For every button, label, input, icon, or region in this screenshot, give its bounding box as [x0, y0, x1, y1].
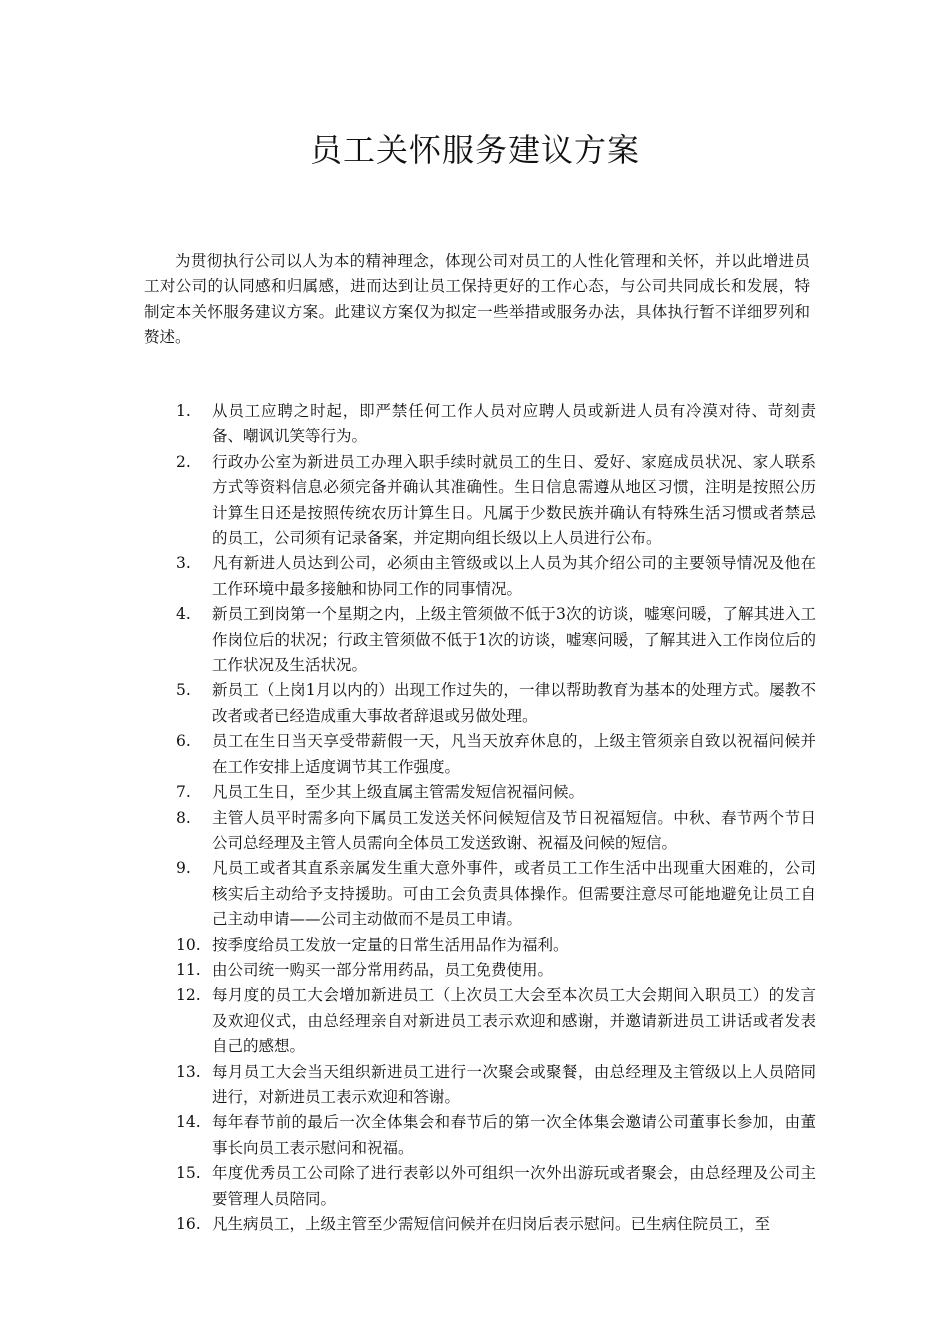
list-item	[144, 399, 816, 450]
list-item-text: 凡员工或者其直系亲属发生重大意外事件，或者员工工作生活中出现重大困难的，公司核实后主动给予支持援助。可由工会负责具体操作。但需要注意尽可能地避免让员工自己主动申请——公司主动做而不是员工申请。	[212, 859, 816, 929]
list-item-text: 由公司统一购买一部分常用药品，员工免费使用。	[212, 960, 554, 979]
list-item-text: 行政办公室为新进员工办理入职手续时就员工的生日、爱好、家庭成员状况、家人联系方式等资料信息必须完备并确认其准确性。生日信息需遵从地区习惯，注明是按照公历计算生日还是按照传统农历计算生日。凡属于少数民族并确认有特殊生活习惯或者禁忌的员工，公司须有记录备案，并定期向组长级以上人员进行公布。	[212, 452, 816, 548]
list-item-number: 12.	[176, 986, 201, 1005]
list-item	[144, 1161, 816, 1212]
list-item-text: 每年春节前的最后一次全体集会和春节后的第一次全体集会邀请公司董事长参加，由董事长向员工表示慰问和祝福。	[212, 1113, 816, 1157]
list-item	[144, 678, 816, 729]
list-item	[144, 602, 816, 678]
list-item-number: 13.	[176, 1062, 201, 1081]
list-item-number: 11.	[176, 960, 201, 979]
list-item	[144, 450, 816, 552]
list-item-text: 从员工应聘之时起，即严禁任何工作人员对应聘人员或新进人员有冷漠对待、苛刻责备、嘲讽讥笑等行为。	[212, 402, 816, 446]
measures-list	[144, 399, 816, 1237]
list-item-number: 4.	[176, 605, 191, 624]
intro-paragraph: 为贯彻执行公司以人为本的精神理念，体现公司对员工的人性化管理和关怀，并以此增进员工对公司的认同感和归属感，进而达到让员工保持更好的工作心态，与公司共同成长和发展，特制定本关怀服务建议方案。此建议方案仅为拟定一些举措或服务办法，具体执行暂不详细罗列和赘述。	[144, 252, 810, 347]
list-item-number: 15.	[176, 1164, 201, 1183]
list-item	[144, 551, 816, 602]
list-item-number: 16.	[176, 1215, 201, 1233]
list-item	[144, 983, 816, 1059]
list-item-number: 8.	[176, 808, 191, 827]
list-item-number: 6.	[176, 732, 191, 751]
list-item	[144, 780, 816, 805]
list-item-number: 7.	[176, 783, 191, 802]
list-item-text: 每月度的员工大会增加新进员工（上次员工大会至本次员工大会期间入职员工）的发言及欢迎仪式，由总经理亲自对新进员工表示欢迎和感谢，并邀请新进员工讲话或者发表自己的感想。	[212, 986, 816, 1056]
list-item	[144, 729, 816, 780]
list-item-number: 1.	[176, 402, 191, 420]
list-item-number: 3.	[176, 554, 191, 573]
list-item-text: 按季度给员工发放一定量的日常生活用品作为福利。	[212, 935, 569, 954]
list-item-text: 凡员工生日，至少其上级直属主管需发短信祝福问候。	[212, 783, 585, 802]
list-item	[144, 958, 816, 983]
list-item-text: 新员工到岗第一个星期之内，上级主管须做不低于3次的访谈，嘘寒问暖，了解其进入工作岗位后的状况；行政主管须做不低于1次的访谈，嘘寒问暖，了解其进入工作岗位后的工作状况及生活状况。	[212, 605, 816, 675]
list-item-number: 14.	[176, 1113, 201, 1132]
list-item	[144, 806, 816, 857]
document-title: 员工关怀服务建议方案	[309, 131, 640, 169]
list-item-number: 10.	[176, 935, 201, 954]
list-item-number: 2.	[176, 452, 191, 471]
list-item-text: 主管人员平时需多向下属员工发送关怀问候短信及节日祝福短信。中秋、春节两个节日公司总经理及主管人员需向全体员工发送致谢、祝福及问候的短信。	[212, 808, 816, 852]
list-item-text: 每月员工大会当天组织新进员工进行一次聚会或聚餐，由总经理及主管级以上人员陪同进行，对新进员工表示欢迎和答谢。	[212, 1062, 816, 1106]
list-item	[144, 1110, 816, 1161]
list-item-number: 9.	[176, 859, 191, 878]
list-item-text: 凡有新进人员达到公司，必须由主管级或以上人员为其介绍公司的主要领导情况及他在工作环境中最多接触和协同工作的同事情况。	[212, 554, 816, 598]
list-item	[144, 856, 816, 932]
list-item-text: 新员工（上岗1月以内的）出现工作过失的，一律以帮助教育为基本的处理方式。屡教不改者或者已经造成重大事故者辞退或另做处理。	[212, 681, 816, 725]
list-item-text: 员工在生日当天享受带薪假一天，凡当天放弃休息的，上级主管须亲自致以祝福问候并在工作安排上适度调节其工作强度。	[212, 732, 816, 776]
list-item-text: 凡生病员工，上级主管至少需短信问候并在归岗后表示慰问。已生病住院员工，至	[212, 1215, 771, 1233]
list-item	[144, 1060, 816, 1111]
list-item-number: 5.	[176, 681, 191, 700]
list-item-text: 年度优秀员工公司除了进行表彰以外可组织一次外出游玩或者聚会，由总经理及公司主要管理人员陪同。	[212, 1164, 816, 1208]
list-item	[144, 1212, 816, 1237]
list-item	[144, 933, 816, 958]
